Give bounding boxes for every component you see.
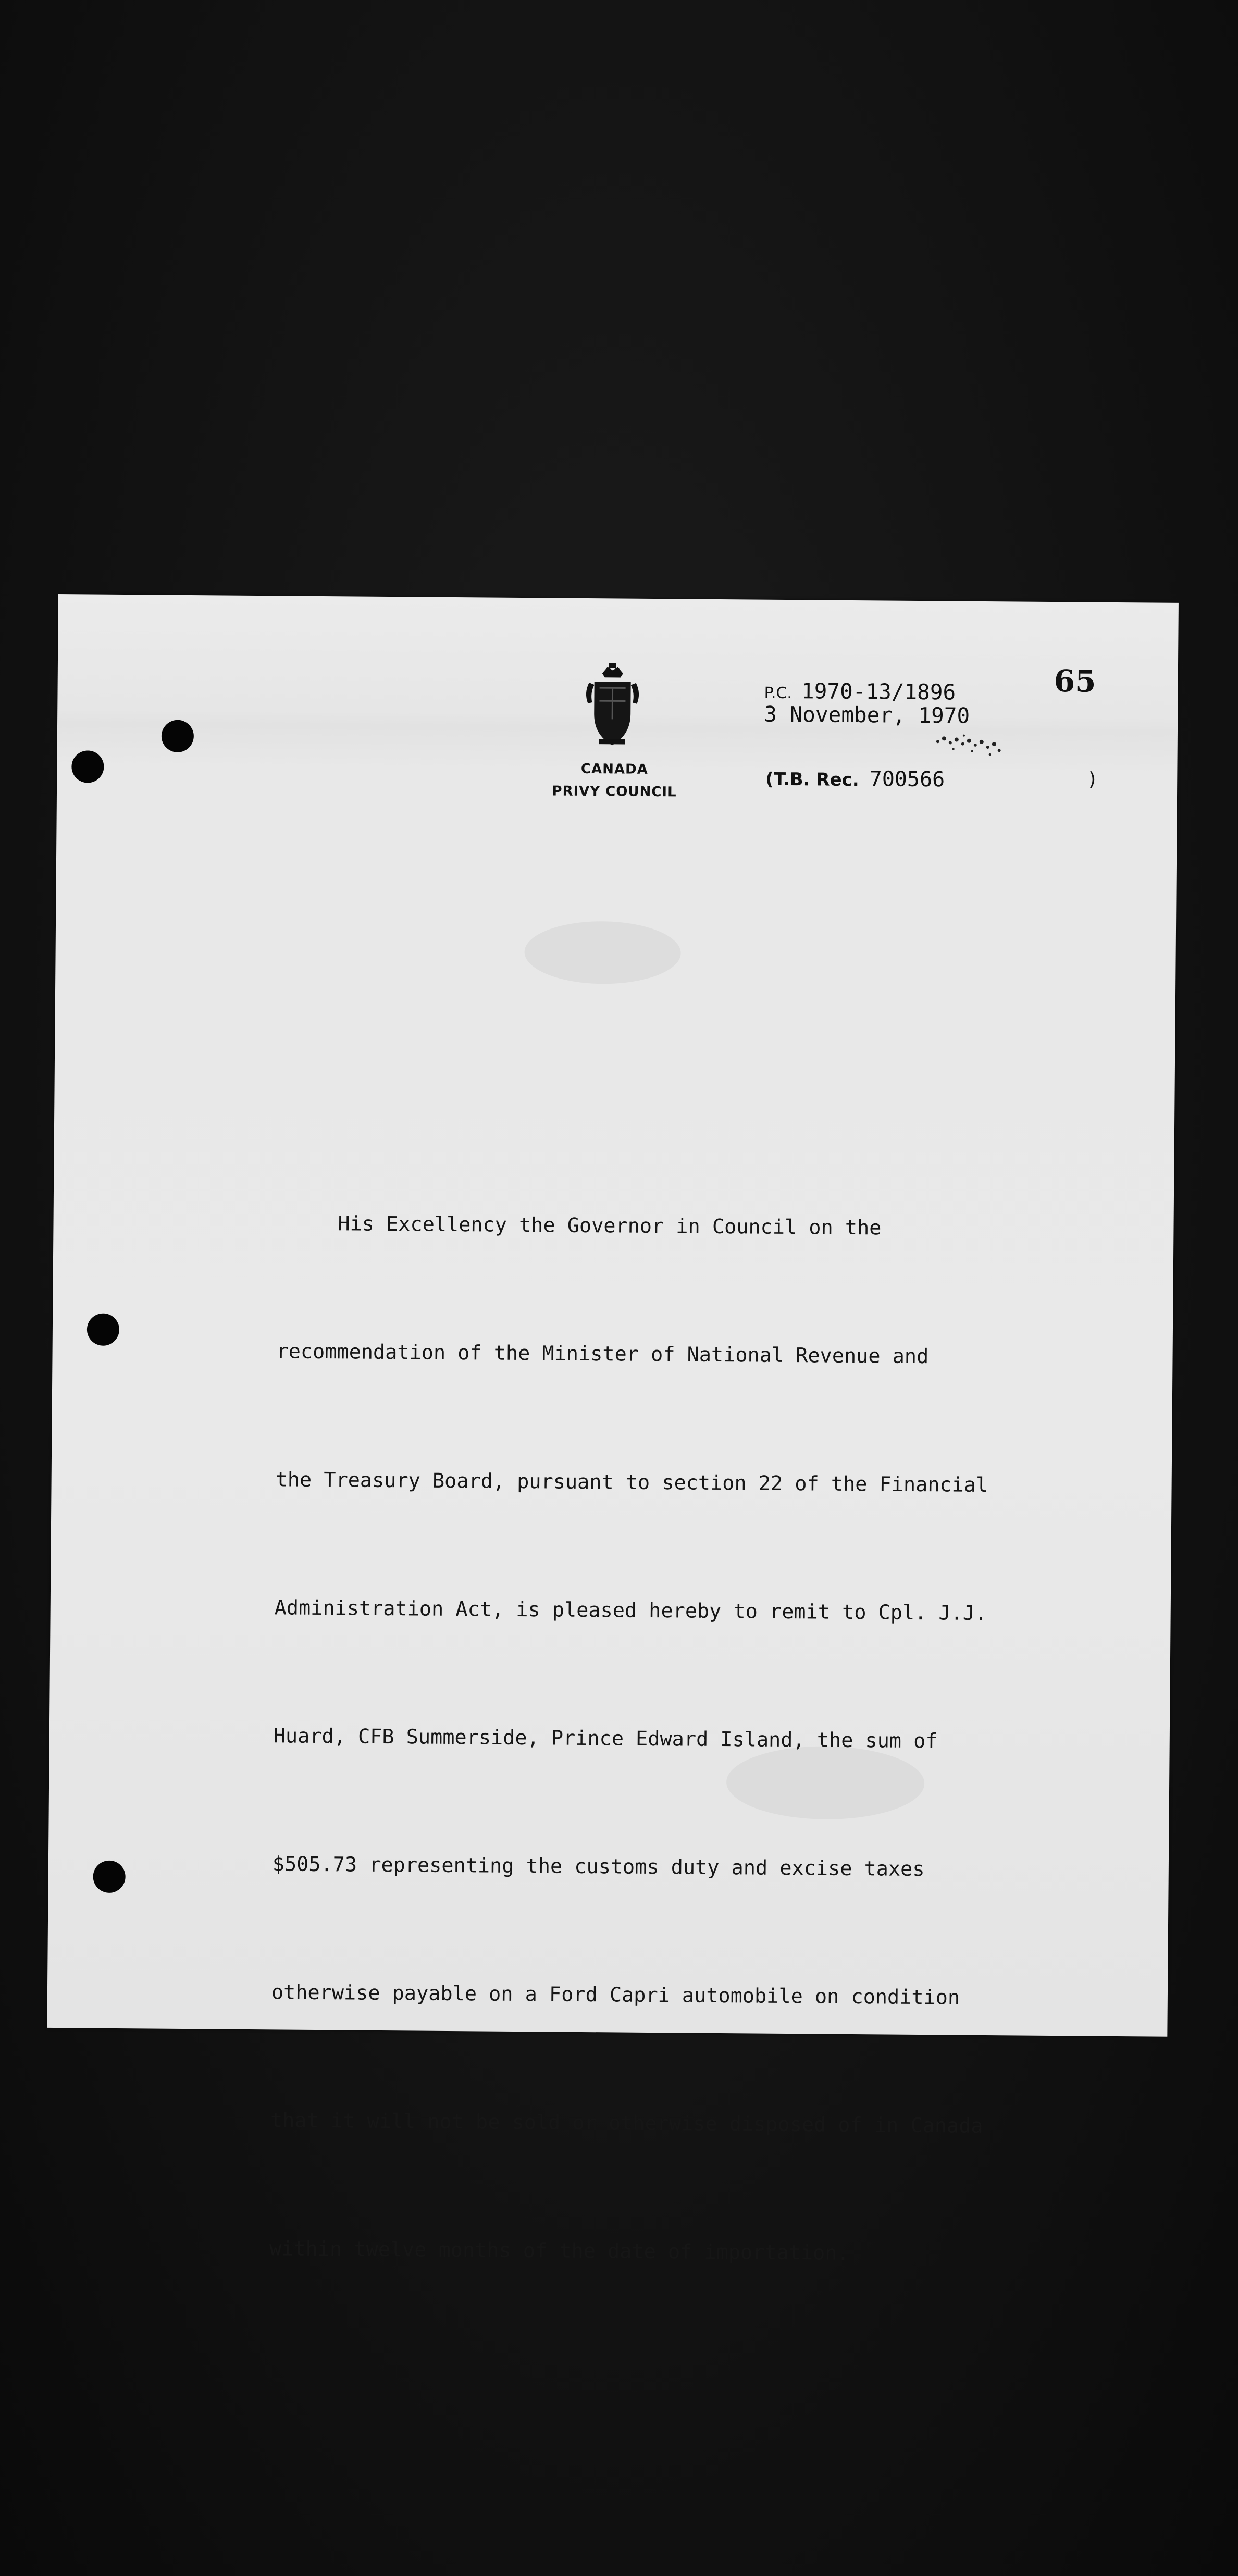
body-line: recommendation of the Minister of National Revenue and: [276, 1340, 929, 1369]
body-line: within twelve months of the date of importation.: [269, 2237, 849, 2265]
tb-close-paren: ): [1088, 769, 1096, 790]
canada-coat-of-arms-icon: [578, 662, 647, 751]
body-line: that it will not be sold or otherwise disposed of in Canada: [270, 2109, 983, 2138]
order-date: 3 November, 1970: [764, 701, 970, 728]
binder-hole: [93, 1861, 125, 1893]
pc-reference: [764, 680, 956, 703]
smudge-stamp: [933, 731, 1006, 763]
body-line: the Treasury Board, pursuant to section 22 of the Financial: [275, 1468, 988, 1497]
council-name: PRIVY COUNCIL: [552, 783, 677, 800]
body-line: His Excellency the Governor in Council on the: [277, 1211, 882, 1240]
body-line: $505.73 representing the customs duty and excise taxes: [272, 1852, 925, 1881]
paper-smudge: [524, 921, 681, 984]
document-page: [47, 594, 1179, 2265]
pc-label: P.C.: [764, 684, 793, 703]
body-line: Huard, CFB Summerside, Prince Edward Island, the sum of: [273, 1724, 938, 1753]
tb-number: 700566: [869, 767, 945, 792]
binder-hole: [162, 720, 194, 752]
order-body: [268, 1117, 1049, 2362]
body-line: Administration Act, is pleased hereby to remit to Cpl. J.J.: [274, 1596, 987, 1626]
binder-hole: [71, 750, 104, 783]
tb-label: (T.B. Rec.: [765, 769, 859, 791]
binder-hole: [87, 1313, 119, 1345]
pc-number: 1970-13/1896: [801, 678, 956, 705]
government-name: CANADA: [580, 761, 648, 777]
body-line: otherwise payable on a Ford Capri automobile on condition: [271, 1980, 960, 2010]
page-number: 65: [1054, 663, 1096, 699]
tb-recommendation: [765, 766, 945, 792]
